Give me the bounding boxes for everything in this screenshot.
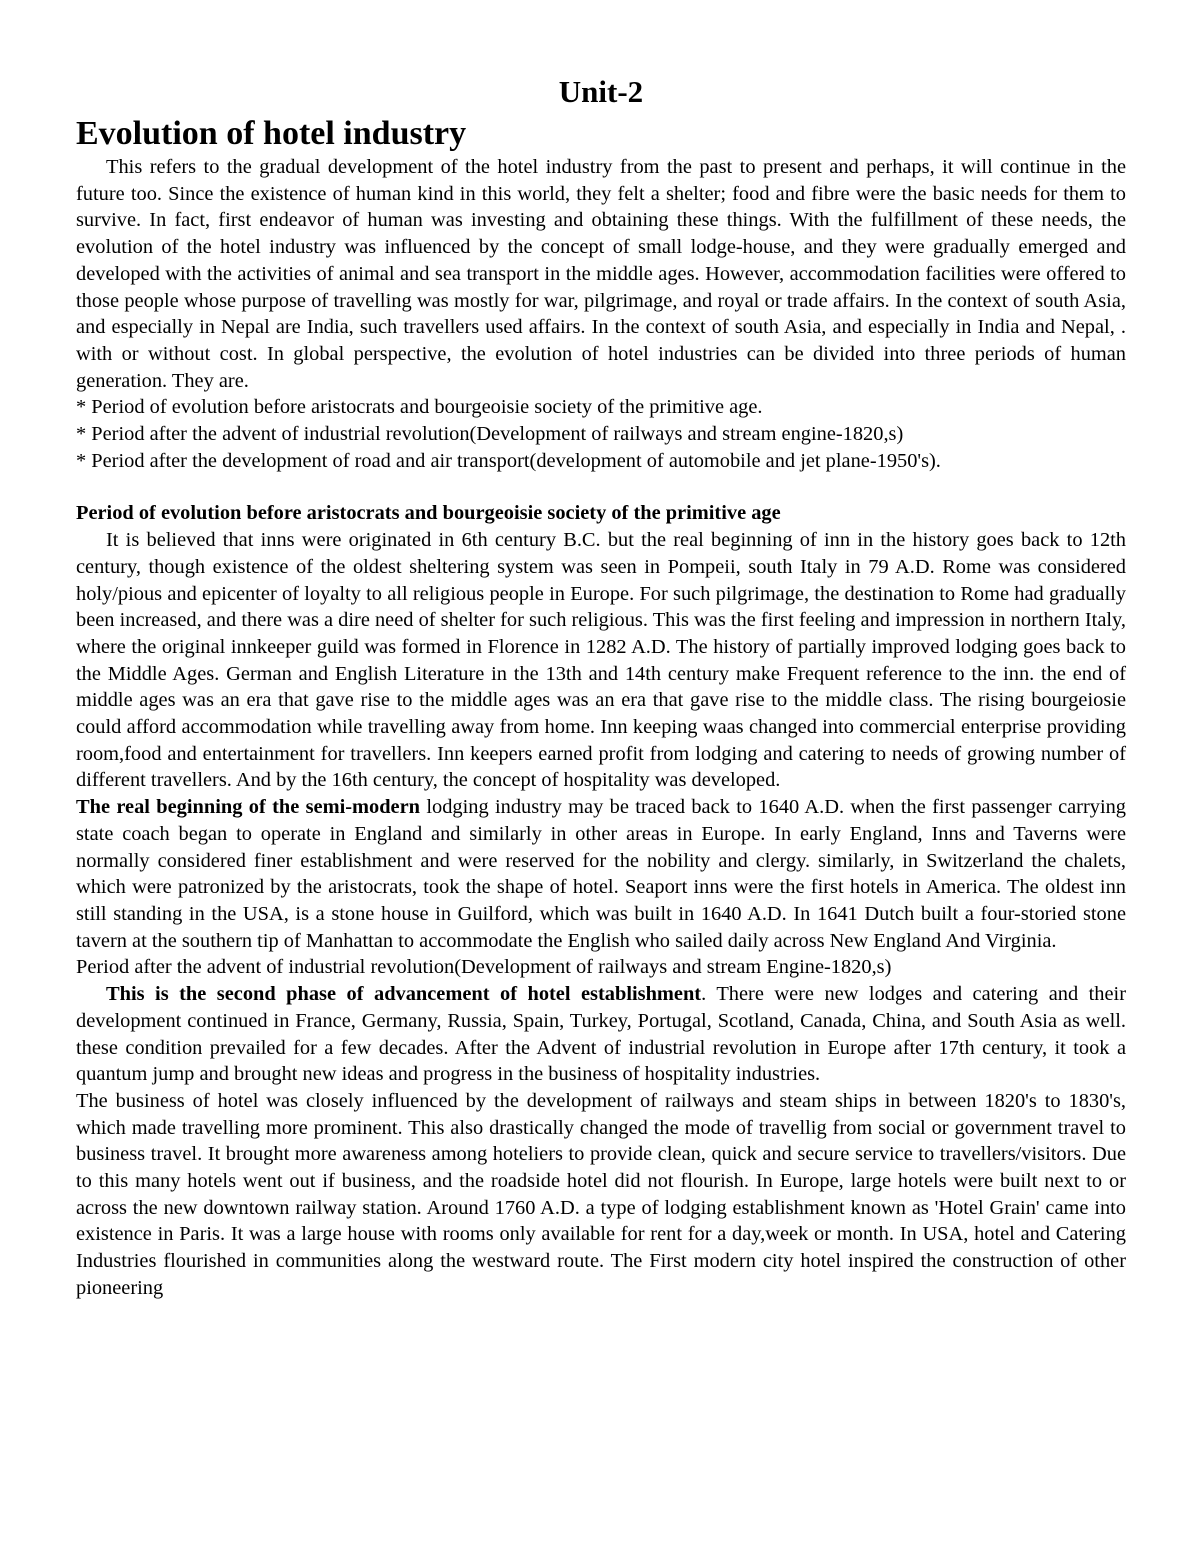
section1-heading-text: Period of evolution before aristocrats and bourgeoisie society of the primitive age [76,502,781,525]
second-phase-body: . There were new lodges and catering and their development continued in France, Germany, Russia, Spain, Turkey, Portugal, Scotland, Canada, China, and South Asia as well. these condition prevailed for a few decades. After the Advent of industrial revolution in Europe after 17th century, it took a quantum jump and brought new ideas and progress in the business of hospitality industries. [76,983,1126,1086]
chapter-title: Evolution of hotel industry [76,115,467,152]
second-phase-paragraph [76,981,1126,1088]
intro-paragraph: This refers to the gradual development of the hotel industry from the past to present and perhaps, it will continue in the future too. Since the existence of human kind in this world, they felt a shelter; food and fibre were the basic needs for them to survive. In fact, first endeavor of human was investing and obtaining these things. With the fulfillment of these needs, the evolution of the hotel industry was influenced by the concept of small lodge-house, and they were gradually emerged and developed with the activities of animal and sea transport in the middle ages. However, accommodation facilities were offered to those people whose purpose of travelling was mostly for war, pilgrimage, and royal or trade affairs. In the context of south Asia, and especially in Nepal are India, such travellers used affairs. In the context of south Asia, and especially in India and Nepal, . with or without cost. In global perspective, the evolution of hotel industries can be divided into three periods of human generation. They are. [76,156,1126,392]
section2-heading: Period after the advent of industrial revolution(Development of railways and stream Engine-1820,s) [76,956,892,979]
unit-heading: Unit-2 [558,74,644,109]
period-list [76,394,1126,474]
section1-heading [76,500,1126,527]
final-paragraph: The business of hotel was closely influenced by the development of railways and steam ships in between 1820's to 1830's, which made travelling more prominent. This also drastically changed the mode of travellig from social or government travel to business travel. It brought more awareness among hoteliers to provide clean, quick and secure service to travellers/visitors. Due to this many hotels went out if business, and the roadside hotel did not flourish. In Europe, large hotels were built next to or across the new downtown railway station. Around 1760 A.D. a type of lodging establishment known as 'Hotel Grain' came into existence in Paris. It was a large house with rooms only available for rent for a day,week or month. In USA, hotel and Catering Industries flourished in communities along the westward route. The First modern city hotel inspired the construction of other pioneering [76,1089,1126,1299]
semi-modern-paragraph [76,794,1126,954]
section1-paragraph: It is believed that inns were originated in 6th century B.C. but the real beginning of inn in the history goes back to 12th century, though existence of the oldest sheltering system was seen in Pompeii, south Italy in 79 A.D. Rome was considered holy/pious and epicenter of loyalty to all religious people in Europe. For such pilgrimage, the destination to Rome had gradually been increased, and there was a dire need of shelter for such religious. This was the first feeling and impression in northern Italy, where the original innkeeper guild was formed in Florence in 1282 A.D. The history of partially improved lodging goes back to the Middle Ages. German and English Literature in the 13th and 14th century make Frequent reference to the inn. the end of middle ages was an era that gave rise to the middle ages was an era that gave rise to the middle class. The rising bourgeiosie could afford accommodation while travelling away from home. Inn keeping waas changed into commercial enterprise providing room,food and entertainment for travellers. Inn keepers earned profit from lodging and catering to needs of growing number of different travellers. And by the 16th century, the concept of hospitality was developed. [76,529,1126,792]
list-item: * Period after the advent of industrial revolution(Development of railways and stream engine-1820,s) [76,423,904,446]
second-phase-lead: This is the second phase of advancement of hotel establishment [106,983,702,1006]
list-item: * Period of evolution before aristocrats and bourgeoisie society of the primitive age. [76,396,763,419]
semi-modern-body: lodging industry may be traced back to 1640 A.D. when the first passenger carrying state coach began to operate in England and similarly in other areas in Europe. In early England, Inns and Taverns were normally considered finer establishment and were reserved for the nobility and clergy. similarly, in Switzerland the chalets, which were patronized by the aristocrats, took the shape of hotel. Seaport inns were the first hotels in America. The oldest inn still standing in the USA, is a stone house in Guilford, which was built in 1640 A.D. In 1641 Dutch built a four-storied stone tavern at the southern tip of Manhattan to accommodate the English who sailed daily across New England And Virginia. [76,796,1127,952]
list-item: * Period after the development of road and air transport(development of automobile and jet plane-1950's). [76,449,941,472]
semi-modern-lead: The real beginning of the semi-modern [76,796,420,819]
spacer [76,474,1126,500]
